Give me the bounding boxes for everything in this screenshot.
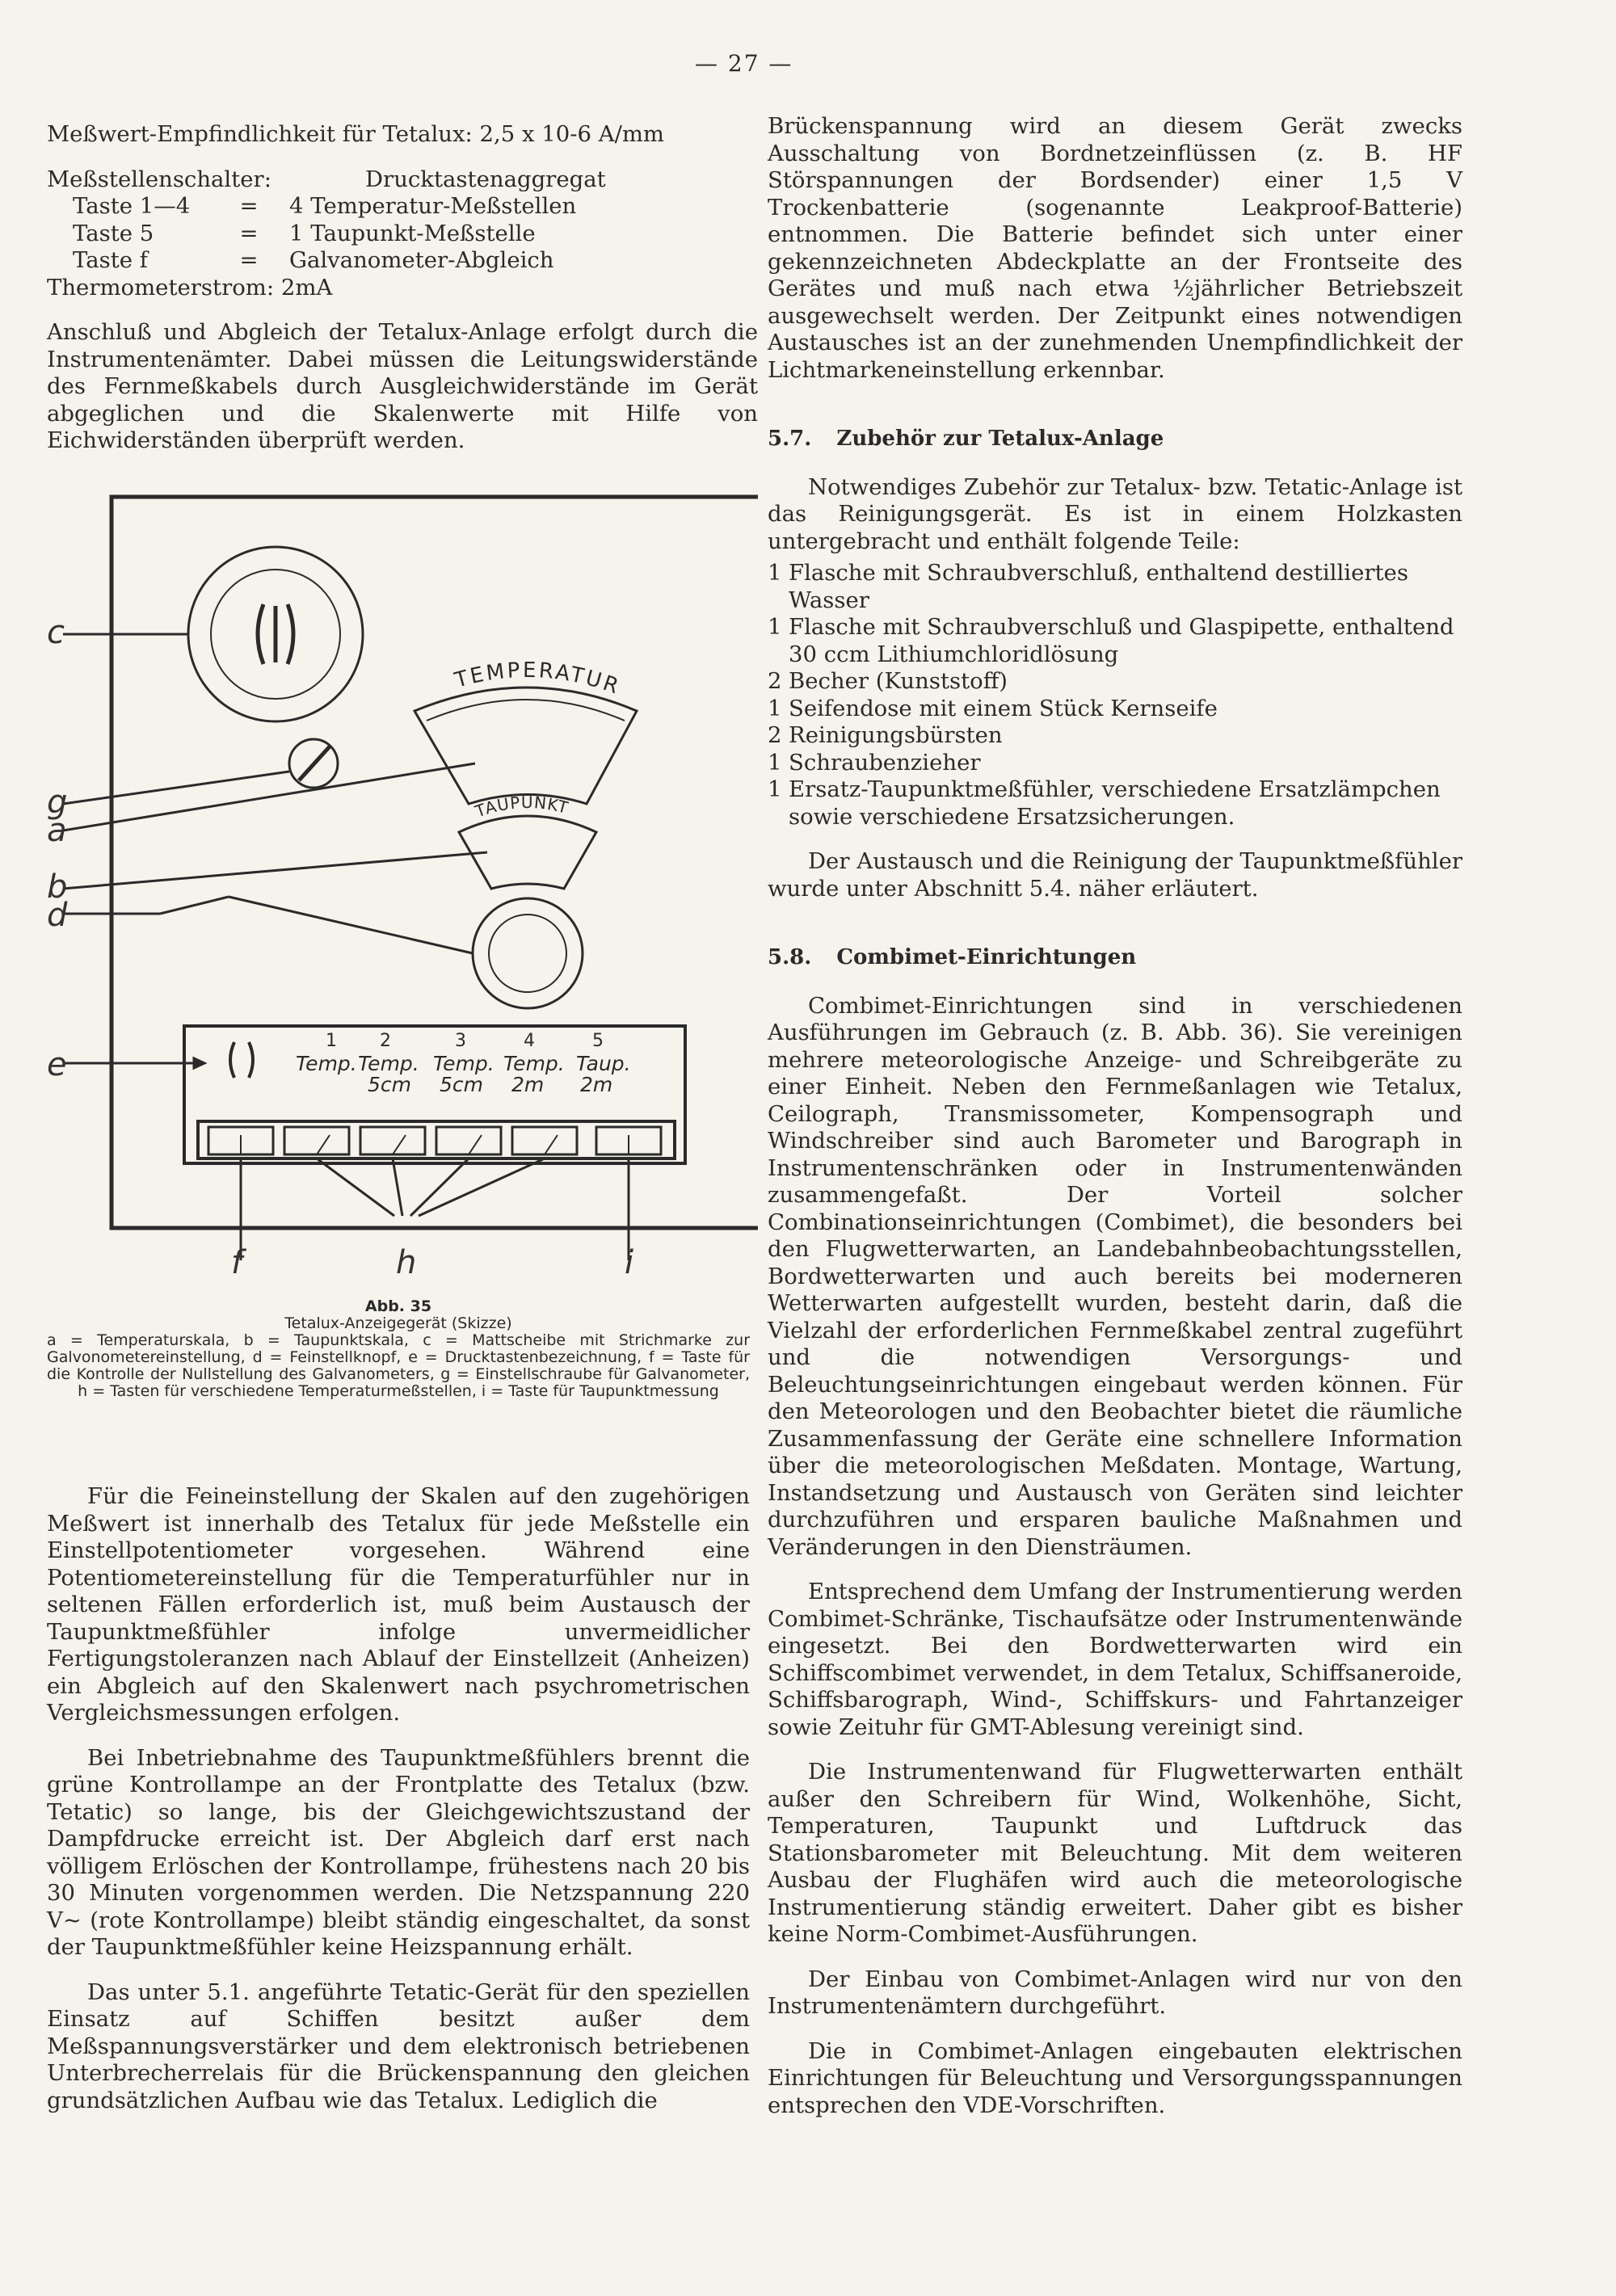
key-value: 4 Temperatur-Meßstellen xyxy=(289,193,577,219)
item-text: Seifendose mit einem Stück Kernseife xyxy=(789,695,1218,721)
item-count: 2 xyxy=(768,722,782,748)
paragraph-austausch: Der Austausch und die Reinigung der Taupunktmeßfühler wurde unter Abschnitt 5.4. näher erläutert. xyxy=(768,848,1462,902)
key-value: 1 Taupunkt-Meßstelle xyxy=(289,220,536,246)
list-item xyxy=(768,668,1462,696)
paragraph-combimet-4: Der Einbau von Combimet-Anlagen wird nur von den Instrumentenämtern durchgeführt. xyxy=(768,1966,1462,2019)
key-number-4: 4 xyxy=(524,1031,535,1051)
heading-5-8-title: Combimet-Einrichtungen xyxy=(836,945,1137,969)
key-text-1: Temp. xyxy=(296,1052,357,1075)
item-count: 1 xyxy=(768,560,782,586)
item-count: 2 xyxy=(768,668,782,694)
item-text: Flasche mit Schraubverschluß und Glaspipette, enthaltend 30 ccm Lithiumchloridlösung xyxy=(789,614,1454,667)
label-e: e xyxy=(47,1046,67,1083)
key-text-2b: 5cm xyxy=(368,1073,412,1096)
item-count: 1 xyxy=(768,749,782,776)
key-number-1: 1 xyxy=(326,1031,337,1051)
label-i: i xyxy=(625,1244,634,1281)
figure-caption xyxy=(47,1298,750,1400)
label-c: c xyxy=(47,614,65,651)
key-text-3: Temp. xyxy=(433,1052,494,1075)
paragraph-fein: Für die Feineinstellung der Skalen auf den zugehörigen Meßwert ist innerhalb des Tetalux für jede Meßstelle ein Einstellpotentiometer vorgesehen. Während eine Potentiometereinstellung für die Temperaturfühler nur in seltenen Fällen erforderlich ist, muß beim Austausch der Taupunktmeßfühler infolge unvermeidlicher Fertigungstoleranzen nach Ablauf der Einstellzeit (Anheizen) ein Abgleich auf den Skalenwert nach psychrometrischen Vergleichsmessungen erfolgen. xyxy=(47,1483,750,1726)
list-item xyxy=(768,614,1462,668)
paragraph-tetatic: Das unter 5.1. angeführte Tetatic-Gerät für den speziellen Einsatz auf Schiffen besitzt außer dem Meßspannungsverstärker und dem elektronisch betriebenen Unterbrecherrelais für die Brückenspannung den gleichen grundsätzlichen Aufbau wie das Tetalux. Lediglich die xyxy=(47,1979,750,2113)
item-text: Flasche mit Schraubverschluß, enthaltend destilliertes Wasser xyxy=(789,560,1408,613)
key-number-3: 3 xyxy=(455,1031,466,1051)
paragraph-combimet-1: Combimet-Einrichtungen sind in verschiedenen Ausführungen im Gebrauch (z. B. Abb. 36). Sie vereinigen mehrere meteorologische Anzeige- und Schreibgeräte zu einer Einheit. Neben den Fernmeßanlagen wie Tetalux, Ceilograph, Transmissometer, Kompensograph und Windschreiber sind auch Barometer und Barograph in Instrumentenschränken oder in Instrumentenwänden zusammengefaßt. Der Vorteil solcher Combinationseinrichtungen (Combimet), die besonders bei den Flugwetterwarten, an Landebahnbeobachtungsstellen, Bordwetterwarten und auch bereits bei moderneren Wetterwarten aufgestellt wurden, besteht darin, daß die Vielzahl der erforderlichen Fernmeßkabel zentral zugeführt und die notwendigen Versorgungs- und Beleuchtungseinrichtungen eingebaut werden können. Für den Meteorologen und den Beobachter bietet die räumliche Zusammenfassung der Geräte eine schnellere Information über die meteorologischen Meßdaten. Montage, Wartung, Instandsetzung und Austausch von Geräten sind leichter durchzuführen und ersparen bauliche Maßnahmen und Veränderungen in den Diensträumen. xyxy=(768,992,1462,1560)
sensitivity-line: Meßwert-Empfindlichkeit für Tetalux: 2,5 x 10-6 A/mm xyxy=(47,121,664,147)
list-item xyxy=(768,722,1462,750)
paragraph-zubehoer: Notwendiges Zubehör zur Tetalux- bzw. Tetatic-Anlage ist das Reinigungsgerät. Es ist in einem Holzkasten untergebracht und enthält folgende Teile: xyxy=(768,473,1462,554)
key-eq: = xyxy=(239,193,259,219)
item-text: Ersatz-Taupunktmeßfühler, verschiedene Ersatzlämpchen sowie verschiedene Ersatzsicherungen. xyxy=(789,776,1441,830)
paragraph-bruecke: Brückenspannung wird an diesem Gerät zwecks Ausschaltung von Bordnetzeinflüssen (z. B. HF Störspannungen der Bordsender) einer 1,5 V Trockenbatterie (sogenannte Leakproof-Batterie) entnommen. Die Batterie befindet sich unter einer gekennzeichneten Abdeckplatte an der Frontseite des Gerätes und muß nach etwa ½jährlicher Betriebszeit ausgewechselt werden. Der Zeitpunkt eines notwendigen Austausches ist an der zunehmenden Unempfindlichkeit der Lichtmarkeneinstellung erkennbar. xyxy=(768,113,1462,383)
key-2 xyxy=(360,1127,425,1154)
dial-dew-label: TAUPUNKT xyxy=(472,792,571,822)
left-column-top xyxy=(47,121,758,455)
key-number-5: 5 xyxy=(592,1031,604,1051)
key-4 xyxy=(512,1127,577,1154)
heading-5-7-number: 5.7. xyxy=(768,427,812,451)
key-name: Taste f xyxy=(73,247,148,273)
accessory-list xyxy=(768,560,1462,831)
key-1 xyxy=(284,1127,349,1154)
key-eq: = xyxy=(239,220,259,246)
list-item xyxy=(768,560,1462,614)
current-line: Thermometerstrom: 2mA xyxy=(47,274,333,301)
item-count: 1 xyxy=(768,776,782,802)
item-text: Reinigungsbürsten xyxy=(789,722,1003,748)
label-g: g xyxy=(47,784,68,821)
left-column-bottom xyxy=(47,1483,750,2114)
caption-title: Tetalux-Anzeigegerät (Skizze) xyxy=(284,1314,512,1332)
key-name: Taste 1—4 xyxy=(73,193,191,219)
caption-number: Abb. 35 xyxy=(364,1297,432,1315)
item-count: 1 xyxy=(768,614,782,640)
caption-text: a = Temperaturskala, b = Taupunktskala, c = Mattscheibe mit Strichmarke zur Galvonometereinstellung, d = Feinstellknopf, e = Drucktastenbezeichnung, f = Taste für die Kontrolle der Nullstellung des Galvanometers, g = Einstellschraube für Galvanometer, h = Tasten für verschiedene Temperaturmeßstellen, i = Taste für Taupunktmessung xyxy=(47,1331,750,1400)
list-item xyxy=(768,696,1462,723)
svg-text:TEMPERATUR xyxy=(452,658,624,700)
key-text-4b: 2m xyxy=(511,1073,545,1096)
key-number-2: 2 xyxy=(380,1031,391,1051)
heading-5-8 xyxy=(768,944,1462,972)
list-item xyxy=(768,750,1462,777)
key-value: Galvanometer-Abgleich xyxy=(289,247,554,273)
page-number: — 27 — xyxy=(695,50,793,77)
key-name: Taste 5 xyxy=(73,220,154,246)
item-text: Schraubenzieher xyxy=(789,749,981,776)
temperature-dial xyxy=(415,688,637,804)
key-row-2 xyxy=(47,221,758,248)
item-text: Becher (Kunststoff) xyxy=(789,668,1008,694)
key-text-3b: 5cm xyxy=(440,1073,484,1096)
label-d: d xyxy=(47,897,68,934)
switch-value: Drucktastenaggregat xyxy=(365,166,606,192)
heading-5-7-title: Zubehör zur Tetalux-Anlage xyxy=(836,427,1164,451)
key-text-4: Temp. xyxy=(503,1052,565,1075)
label-a: a xyxy=(47,812,67,849)
paragraph-combimet-5: Die in Combimet-Anlagen eingebauten elektrischen Einrichtungen für Beleuchtung und Versorgungsspannungen entsprechen den VDE-Vorschriften. xyxy=(768,2037,1462,2118)
dial-temp-label: TEMPERATUR xyxy=(452,658,625,700)
label-f: f xyxy=(231,1244,243,1281)
paragraph-anschluss: Anschluß und Abgleich der Tetalux-Anlage erfolgt durch die Instrumentenämter. Dabei müssen die Leitungswiderstände des Fernmeßkabels durch Ausgleichwiderstände im Gerät abgeglichen und die Skalenwerte mit Hilfe von Eichwiderständen überprüft werden. xyxy=(47,319,758,453)
list-item xyxy=(768,776,1462,831)
heading-5-8-number: 5.8. xyxy=(768,945,812,969)
switch-label: Meßstellenschalter: xyxy=(47,166,271,192)
item-count: 1 xyxy=(768,695,782,721)
key-text-2: Temp. xyxy=(358,1052,419,1075)
paragraph-combimet-3: Die Instrumentenwand für Flugwetterwarten enthält außer den Schreibern für Wind, Wolkenhöhe, Sicht, Temperaturen, Taupunkt und Luftdruck das Stationsbarometer mit Beleuchtung. Mit dem weiteren Ausbau der Flughäfen wird auch die meteorologische Instrumentierung ständig erweitert. Daher gibt es bisher keine Norm-Combimet-Ausführungen. xyxy=(768,1759,1462,1947)
figure-sketch xyxy=(47,485,758,1301)
key-row-1 xyxy=(47,193,758,221)
label-b: b xyxy=(47,868,68,906)
label-h: h xyxy=(396,1244,417,1281)
paragraph-inbetrieb: Bei Inbetriebnahme des Taupunktmeßfühlers brennt die grüne Kontrollampe an der Frontplatte des Tetalux (bzw. Tetatic) so lange, bis der Gleichgewichtszustand der Dampfdrucke erreicht ist. Der Abgleich darf erst nach völligem Erlöschen der Kontrollampe, frühestens nach 20 bis 30 Minuten vorgenommen werden. Die Netzspannung 220 V~ (rote Kontrollampe) bleibt ständig eingeschaltet, da sonst der Taupunktmeßfühler keine Heizspannung erhält. xyxy=(47,1744,750,1960)
key-3 xyxy=(436,1127,501,1154)
right-column xyxy=(768,113,1462,2119)
key-text-5b: 2m xyxy=(580,1073,613,1096)
key-eq: = xyxy=(239,247,259,273)
paragraph-combimet-2: Entsprechend dem Umfang der Instrumentierung werden Combimet-Schränke, Tischaufsätze oder Instrumentenwände eingesetzt. Bei den Bordwetterwarten wird ein Schiffscombimet verwendet, in dem Tetalux, Schiffsaneroide, Schiffsbarograph, Wind-, Schiffskurs- und Fahrtanzeiger sowie Zeituhr für GMT-Ablesung vereinigt sind. xyxy=(768,1579,1462,1740)
heading-5-7 xyxy=(768,426,1462,453)
key-text-5: Taup. xyxy=(576,1052,631,1075)
key-row-3 xyxy=(47,247,758,275)
housing-frame xyxy=(112,497,758,1228)
switch-row xyxy=(47,166,758,194)
